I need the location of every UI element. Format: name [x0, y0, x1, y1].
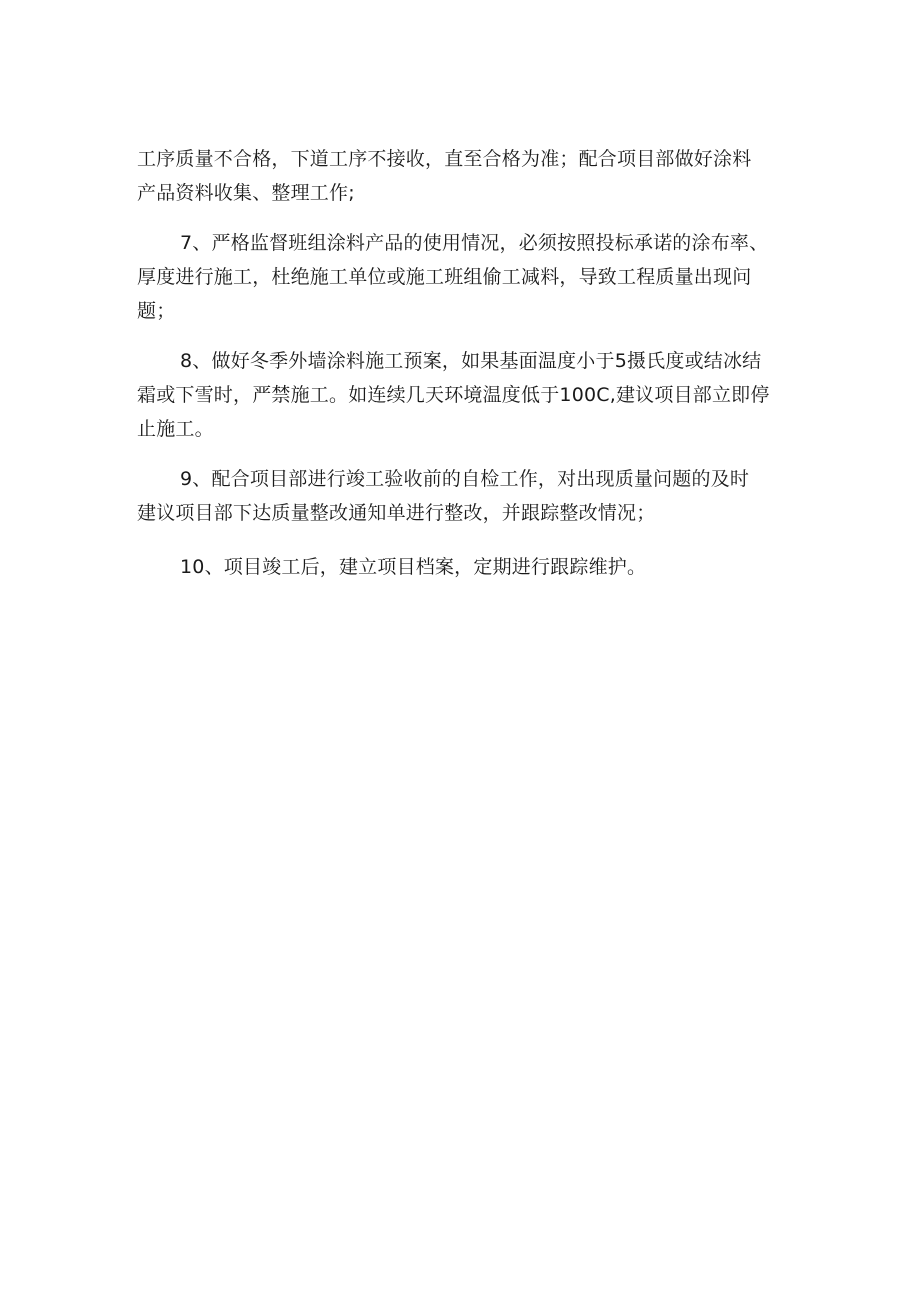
paragraph-item-7	[137, 226, 787, 328]
document-body	[137, 142, 787, 584]
text-line: 题；	[137, 300, 176, 322]
text-line: 霜或下雪时，严禁施工。如连续几天环境温度低于100C,建议项目部立即停	[137, 384, 770, 406]
paragraph-item-9	[137, 462, 787, 530]
text-line: 厚度进行施工，杜绝施工单位或施工班组偷工减料，导致工程质量出现问	[137, 266, 752, 288]
text-line: 10、项目竣工后，建立项目档案，定期进行跟踪维护。	[180, 556, 647, 578]
text-line: 产品资料收集、整理工作;	[137, 182, 355, 204]
text-line: 7、严格监督班组涂料产品的使用情况，必须按照投标承诺的涂布率、	[180, 232, 769, 254]
paragraph-item-10	[137, 550, 787, 584]
text-line: 建议项目部下达质量整改通知单进行整改，并跟踪整改情况；	[137, 502, 656, 524]
paragraph-item-8	[137, 344, 787, 446]
text-line: 止施工。	[137, 418, 214, 440]
text-line: 工序质量不合格，下道工序不接收，直至合格为准；配合项目部做好涂料	[137, 148, 752, 170]
text-line: 8、做好冬季外墙涂料施工预案，如果基面温度小于5摄氏度或结冰结	[180, 350, 762, 372]
paragraph-continuation	[137, 142, 787, 210]
text-line: 9、配合项目部进行竣工验收前的自检工作，对出现质量问题的及时	[180, 468, 750, 490]
